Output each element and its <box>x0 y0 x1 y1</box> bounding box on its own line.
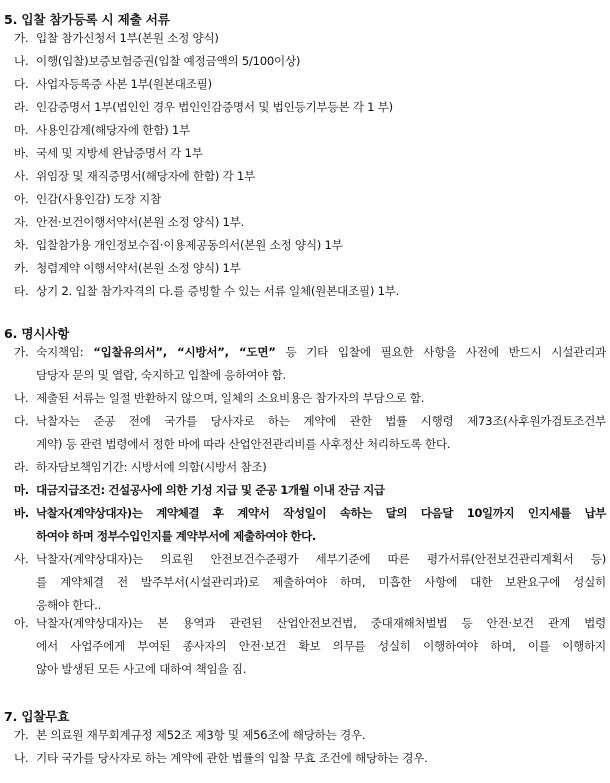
item-text-continued: 를 계약체결 전 발주부서(시설관리과)로 제출하여야 하며, 미흡한 사항에 대한 보완요구에 성실히 <box>36 575 606 589</box>
item-marker: 차. <box>14 238 29 252</box>
list-item <box>14 502 606 548</box>
item-marker: 바. <box>14 506 29 520</box>
item-marker: 마. <box>14 123 29 137</box>
item-text-continued: 계약) 등 관련 법령에서 정한 바에 따라 산업안전관리비를 사후정산 처리하도록 한다. <box>36 437 451 451</box>
list-item <box>14 257 606 280</box>
item-text: 위임장 및 재직증명서(해당자에 한함) 각 1부 <box>36 169 255 183</box>
list-item <box>14 724 606 747</box>
item-text-continued: 응해야 한다.. <box>36 598 102 612</box>
list-item <box>14 27 606 50</box>
item-text-continued: 에서 사업주에게 부여된 종사자의 안전·보건 확보 의무를 성실히 이행하여야 하며, 이를 이행하지 <box>36 639 606 653</box>
list-item <box>14 456 606 479</box>
list-item <box>14 234 606 257</box>
list-item <box>14 387 606 410</box>
item-text: 낙찰자는 준공 전에 국가를 당사자로 하는 계약에 관한 법률 시행령 제73조(사후원가검토조건부 <box>36 414 606 428</box>
list-item <box>14 479 606 502</box>
list-item <box>14 548 606 617</box>
section-6-heading: 6. 명시사항 <box>4 326 70 341</box>
list-item <box>14 165 606 188</box>
item-text: 이행(입찰)보증보험증권(입찰 예정금액의 5/100이상) <box>36 54 301 68</box>
item-text: 제출된 서류는 일절 반환하지 않으며, 일체의 소요비용은 참가자의 부담으로 함. <box>36 391 425 405</box>
item-text-continued: 하여야 하며 정부수입인지를 계약부서에 제출하여야 한다. <box>36 529 316 543</box>
item-marker: 나. <box>14 391 29 405</box>
item-marker: 나. <box>14 54 29 68</box>
item-text: 대금지급조건: 건설공사에 의한 기성 지급 및 준공 1개월 이내 잔금 지급 <box>36 483 385 497</box>
item-text-bold: “입찰유의서”, “시방서”, “도면” <box>93 345 276 359</box>
item-marker: 카. <box>14 261 29 275</box>
list-item <box>14 142 606 165</box>
item-marker: 나. <box>14 751 29 765</box>
item-text: 본 의료원 재무회계규정 제52조 제3항 및 제56조에 해당하는 경우. <box>36 728 366 742</box>
item-text: 사업자등록증 사본 1부(원본대조필) <box>36 77 212 91</box>
list-item <box>14 96 606 119</box>
item-text: 안전·보건이행서약서(본원 소정 양식) 1부. <box>36 215 245 229</box>
item-marker: 마. <box>14 483 29 497</box>
list-item <box>14 50 606 73</box>
list-item <box>14 341 606 387</box>
list-item <box>14 747 606 770</box>
list-item <box>14 119 606 142</box>
item-marker: 가. <box>14 728 29 742</box>
item-text-continued: 않아 발생된 모든 사고에 대하여 책임을 짐. <box>36 662 247 676</box>
item-text: 사용인감계(해당자에 한함) 1부 <box>36 123 190 137</box>
item-text: 입찰참가용 개인정보수집·이용제공동의서(본원 소정 양식) 1부 <box>36 238 343 252</box>
item-text: 국세 및 지방세 완납증명서 각 1부 <box>36 146 203 160</box>
item-text: 낙찰자(계약상대자)는 의료원 안전보건수준평가 세부기준에 따른 평가서류(안전보건관리계획서 등) <box>36 552 606 566</box>
section-7-heading: 7. 입찰무효 <box>4 709 70 724</box>
list-item <box>14 410 606 456</box>
section-5-heading: 5. 입찰 참가등록 시 제출 서류 <box>4 12 170 27</box>
item-text-continued: 담당자 문의 및 열람, 숙지하고 입찰에 응하여야 함. <box>36 368 286 382</box>
item-text: 등 기타 입찰에 필요한 사항을 사전에 반드시 시설관리과 <box>275 345 606 359</box>
item-marker: 가. <box>14 31 29 45</box>
list-item <box>14 73 606 96</box>
item-marker: 아. <box>14 616 29 630</box>
item-marker: 다. <box>14 77 29 91</box>
item-text: 낙찰자(계약상대자)는 본 용역과 관련된 산업안전보건법, 중대재해처벌법 등 안전·보건 관계 법령 <box>36 616 606 630</box>
item-marker: 바. <box>14 146 29 160</box>
item-text: 하자담보책임기간: 시방서에 의함(시방서 참조) <box>36 460 267 474</box>
item-marker: 타. <box>14 284 29 298</box>
item-text: 청렴계약 이행서약서(본원 소정 양식) 1부 <box>36 261 241 275</box>
item-marker: 라. <box>14 460 29 474</box>
item-marker: 가. <box>14 345 29 359</box>
item-text: 입찰 참가신청서 1부(본원 소정 양식) <box>36 31 219 45</box>
item-text: 기타 국가를 당사자로 하는 계약에 관한 법률의 입찰 무효 조건에 해당하는 경우. <box>36 751 428 765</box>
item-text-prefix: 숙지책임: <box>36 345 94 359</box>
item-marker: 아. <box>14 192 29 206</box>
item-text: 인감증명서 1부(법인인 경우 법인인감증명서 및 법인등기부등본 각 1 부) <box>36 100 393 114</box>
item-text: 상기 2. 입찰 참가자격의 다.를 증빙할 수 있는 서류 일체(원본대조필) 1부. <box>36 284 400 298</box>
item-marker: 사. <box>14 169 29 183</box>
list-item <box>14 280 606 303</box>
list-item <box>14 211 606 234</box>
list-item <box>14 188 606 211</box>
item-marker: 사. <box>14 552 29 566</box>
list-item <box>14 612 606 681</box>
item-marker: 자. <box>14 215 29 229</box>
item-text: 인감(사용인감) 도장 지참 <box>36 192 161 206</box>
item-marker: 라. <box>14 100 29 114</box>
item-marker: 다. <box>14 414 29 428</box>
item-text: 낙찰자(계약상대자)는 계약체결 후 계약서 작성일이 속하는 달의 다음달 10일까지 인지세를 납부 <box>36 506 606 520</box>
